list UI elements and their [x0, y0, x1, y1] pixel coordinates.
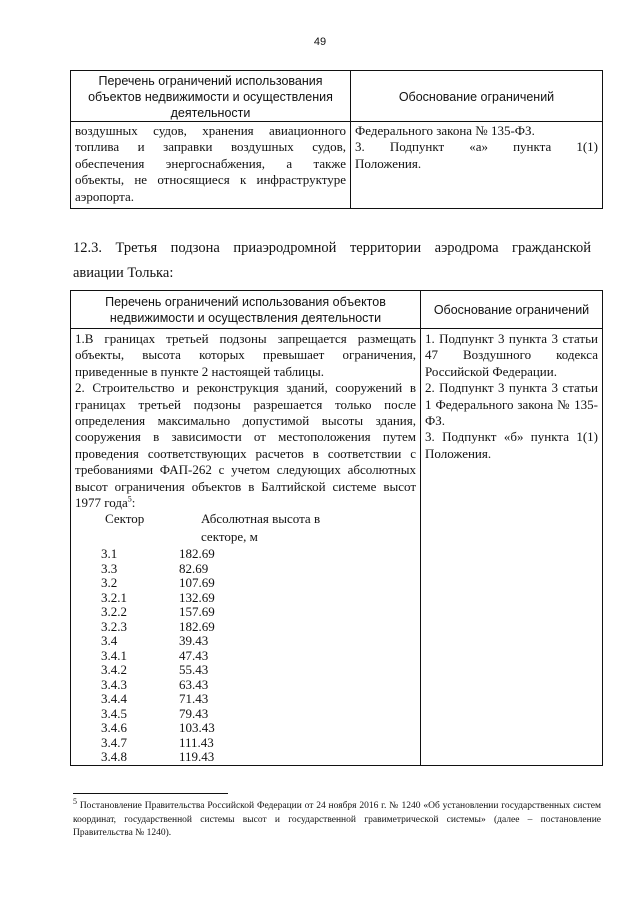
- page-number: 49: [313, 36, 327, 48]
- sector-id: 3.4.4: [101, 691, 127, 707]
- footnote: [73, 796, 601, 841]
- section-12-3-paragraph: [73, 236, 591, 286]
- sector-height: 63.43: [179, 676, 209, 692]
- header-restrictions-list: [71, 71, 351, 122]
- sector-row: [75, 736, 416, 751]
- sector-height: 47.43: [179, 647, 209, 663]
- restrictions-line: топлива и заправки воздушных судов,: [75, 139, 346, 155]
- restrictions-line: аэропорта.: [75, 188, 134, 204]
- justification-line: Положения.: [355, 155, 422, 171]
- sector-id: 3.4.1: [101, 647, 127, 663]
- sector-rows: [75, 547, 416, 765]
- sector-height: 107.69: [179, 575, 215, 591]
- footnote-mark: 5: [73, 796, 77, 806]
- restrictions-table-continued: [70, 70, 603, 209]
- justification-line: 3. Подпункт «а» пункта 1(1): [355, 139, 598, 155]
- sector-height: 157.69: [179, 604, 215, 620]
- sector-row: [75, 591, 416, 606]
- sector-height-list: [75, 511, 416, 765]
- restriction-item-2-colon: :: [131, 495, 136, 511]
- restriction-item-2: [75, 380, 416, 511]
- header-justification: [351, 71, 603, 122]
- sector-id: 3.4.5: [101, 705, 127, 721]
- sector-row: [75, 634, 416, 649]
- sector-height: 132.69: [179, 589, 215, 605]
- footnote-text: Постановление Правительства Российской Федерации от 24 ноября 2016 г. № 1240 «Об установлении государственных систем координат, государственной системы высот и государственной гравиметрической системы» (далее – постановление Правительства № 1240).: [73, 801, 601, 838]
- justification-text: [421, 329, 602, 462]
- sector-id: 3.4.6: [101, 720, 127, 736]
- sector-id: 3.4.3: [101, 676, 127, 692]
- sector-row: [75, 547, 416, 562]
- footnote-ref: 5: [127, 494, 132, 504]
- sector-list-header: [75, 511, 416, 527]
- header-restrictions-text: Перечень ограничений использования объектов недвижимости и осуществления деятельности: [88, 74, 333, 120]
- sector-id: 3.4.7: [101, 734, 127, 750]
- justification-line: Федерального закона № 135-ФЗ.: [355, 123, 535, 138]
- header-justification-text: Обоснование ограничений: [433, 303, 590, 317]
- sector-height: 182.69: [179, 618, 215, 634]
- sector-row: [75, 562, 416, 577]
- sector-height: 103.43: [179, 720, 215, 736]
- restriction-item-2-text: 2. Строительство и реконструкция зданий, сооружений в границах третьей подзоны разрешается только после определения максимально допустимой высоты здания, сооружения в зависимости от местоположения путем проведения соответствующих расчетов в соответствии с требованиями ФАП-262 с учетом следующих абсолютных высот ограничения объектов в Балтийской системе высот 1977 года: [75, 380, 416, 511]
- header-justification-text: Обоснование ограничений: [398, 90, 555, 104]
- sector-id: 3.1: [101, 546, 118, 562]
- sector-id: 3.4.2: [101, 662, 127, 678]
- header-restrictions-list: [71, 291, 421, 329]
- sector-height: 111.43: [179, 734, 214, 750]
- header-restrictions-text: Перечень ограничений использования объектов недвижимости и осуществления деятельности: [105, 295, 386, 325]
- sector-height: 55.43: [179, 662, 209, 678]
- restrictions-line: обеспечения энергоснабжения, а также: [75, 155, 346, 171]
- restriction-item-1: 1.В границах третьей подзоны запрещается размещать объекты, высота которых превышает ограничения, приведенные в пункте 2 настоящей таблицы.: [75, 331, 416, 379]
- sector-id: 3.3: [101, 560, 118, 576]
- sector-row: [75, 707, 416, 722]
- height-column-header: Абсолютная высота в: [201, 511, 321, 527]
- sector-id: 3.4: [101, 633, 118, 649]
- sector-row: [75, 576, 416, 591]
- sector-row: [75, 721, 416, 736]
- justification-item: 3. Подпункт «б» пункта 1(1) Положения.: [425, 429, 598, 461]
- table-header-row: [71, 291, 603, 329]
- restrictions-text: [71, 122, 350, 208]
- sector-row: [75, 692, 416, 707]
- sector-row: [75, 620, 416, 635]
- justification-text: [351, 122, 602, 175]
- justification-cell: [421, 329, 603, 766]
- sector-height: 71.43: [179, 691, 209, 707]
- sector-id: 3.2.1: [101, 589, 127, 605]
- justification-item: 1. Подпункт 3 пункта 3 статьи 47 Воздушного кодекса Российской Федерации.: [425, 331, 598, 379]
- restrictions-line: объекты, не относящиеся к инфраструктуре: [75, 172, 346, 188]
- justification-item: 2. Подпункт 3 пункта 3 статьи 1 Федерального закона № 135-ФЗ.: [425, 380, 598, 429]
- justification-cell: [351, 122, 603, 209]
- sector-height: 82.69: [179, 560, 209, 576]
- sector-column-header: Сектор: [105, 511, 145, 527]
- footnote-separator: [73, 793, 228, 794]
- sector-height: 119.43: [179, 749, 215, 765]
- sector-id: 3.2.2: [101, 604, 127, 620]
- sector-row: [75, 678, 416, 693]
- paragraph-line: 12.3. Третья подзона приаэродромной территории аэродрома гражданской: [73, 240, 591, 256]
- sector-id: 3.4.8: [101, 749, 127, 765]
- sector-row: [75, 605, 416, 620]
- header-justification: [421, 291, 603, 329]
- sector-height: 79.43: [179, 705, 209, 721]
- restrictions-line: воздушных судов, хранения авиационного: [75, 123, 346, 138]
- sector-id: 3.2.3: [101, 618, 127, 634]
- restrictions-cell: [71, 329, 421, 766]
- sector-height: 39.43: [179, 633, 209, 649]
- sector-row: [75, 649, 416, 664]
- sector-id: 3.2: [101, 575, 118, 591]
- restrictions-cell: [71, 122, 351, 209]
- sector-row: [75, 750, 416, 765]
- paragraph-line: авиации Толька:: [73, 265, 174, 281]
- height-column-header-cont: секторе, м: [201, 529, 258, 545]
- table-row: [71, 122, 603, 209]
- sector-height: 182.69: [179, 546, 215, 562]
- sector-row: [75, 663, 416, 678]
- table-row: [71, 329, 603, 766]
- third-subzone-restrictions-table: [70, 290, 603, 766]
- table-header-row: [71, 71, 603, 122]
